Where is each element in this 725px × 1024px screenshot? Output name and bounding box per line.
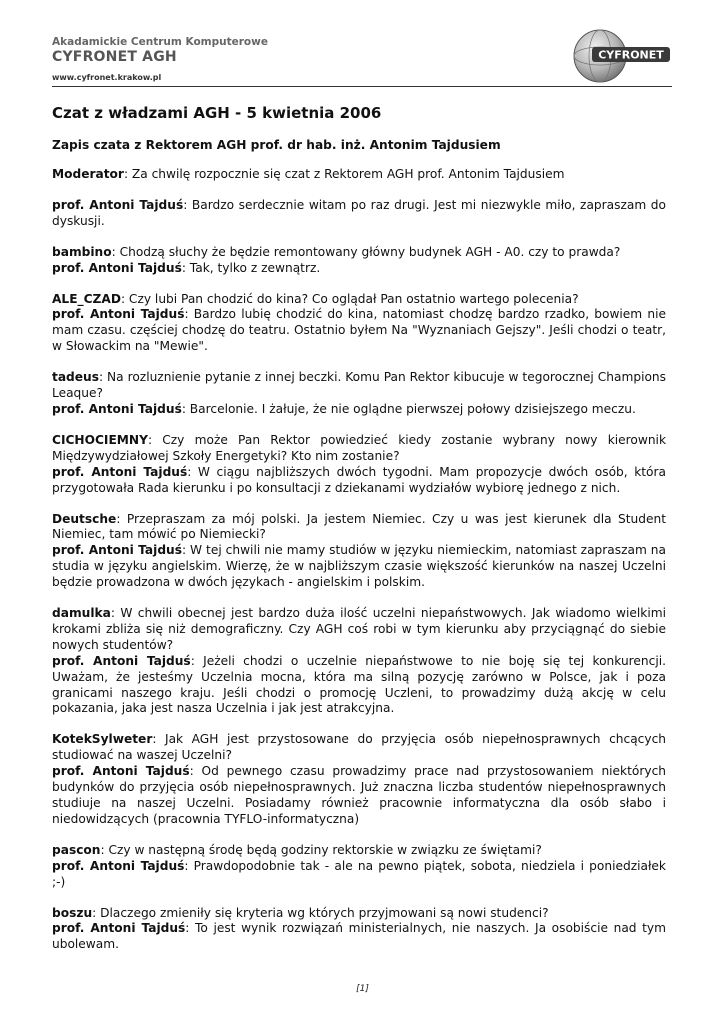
- chat-line: [52, 512, 666, 544]
- chat-line: [52, 245, 666, 261]
- speaker-name: ALE_CZAD: [52, 291, 121, 306]
- message-text: : Czy może Pan Rektor powiedzieć kiedy zostanie wybrany nowy kierownik Międzywydziałowej Szkoły Energetyki? Kto nim zostanie?: [52, 432, 666, 463]
- chat-line: [52, 261, 666, 277]
- message-text: : Czy lubi Pan chodzić do kina? Co oglądał Pan ostatnio wartego polecenia?: [120, 291, 579, 306]
- chat-exchange: [52, 167, 666, 183]
- chat-exchange: [52, 906, 666, 954]
- message-text: : Prawdopodobnie tak - ale na pewno piątek, sobota, niedziela i poniedziałek ;-): [52, 858, 666, 889]
- message-text: : Na rozluznienie pytanie z innej beczki. Komu Pan Rektor kibucuje w tegorocznej Champions Leaque?: [52, 370, 666, 401]
- speaker-name: prof. Antoni Tajduś: [52, 464, 188, 479]
- chat-line: [52, 921, 666, 953]
- speaker-name: damulka: [52, 606, 111, 621]
- message-text: : W ciągu najbliższych dwóch tygodni. Mam propozycje dwóch osób, która przygotowała Rada kierunku i po konsultacji z dziekanami wydziałów wybiorę jednego z nich.: [52, 464, 666, 495]
- chat-line: [52, 764, 666, 828]
- message-text: : Barcelonie. I żałuje, że nie oglądne pierwszej połowy dzisiejszego meczu.: [181, 401, 636, 416]
- message-text: : Przepraszam za mój polski. Ja jestem Niemiec. Czy u was jest kierunek dla Student Niemiec, tam mówić po Niemiecki?: [52, 511, 666, 542]
- chat-exchange: [52, 292, 666, 356]
- chat-line: [52, 906, 666, 922]
- org-name-line1: Akadamickie Centrum Komputerowe: [52, 36, 268, 48]
- page-title: Czat z władzami AGH - 5 kwietnia 2006: [52, 104, 382, 122]
- message-text: : Tak, tylko z zewnątrz.: [181, 260, 321, 275]
- speaker-name: pascon: [52, 842, 101, 857]
- message-text: : To jest wynik rozwiązań ministerialnych, nie naszych. Ja osobiście nad tym ubolewam.: [52, 921, 666, 952]
- chat-line: [52, 198, 666, 230]
- chat-exchange: [52, 512, 666, 592]
- chat-exchange: [52, 245, 666, 277]
- page-number: [1]: [356, 984, 369, 994]
- chat-line: [52, 292, 666, 308]
- chat-line: [52, 370, 666, 402]
- speaker-name: tadeus: [52, 370, 99, 385]
- speaker-name: prof. Antoni Tajduś: [52, 401, 182, 416]
- chat-exchange: [52, 198, 666, 230]
- message-text: : Dlaczego zmieniły się kryteria wg których przyjmowani są nowi studenci?: [92, 905, 549, 920]
- speaker-name: prof. Antoni Tajduś: [52, 921, 186, 936]
- chat-line: [52, 402, 666, 418]
- speaker-name: CICHOCIEMNY: [52, 432, 148, 447]
- message-text: : Od pewnego czasu prowadzimy prace nad przystosowaniem niektórych budynków do przyjęcia osób niepełnosprawnych. Już znaczna liczba studentów niepełnosprawnych studiuje na naszej Uczelni. Posiadamy również pracownie informatyczna dla osób słabo i niedowidzących (pracownia TYFLO-informatyczna): [52, 764, 666, 826]
- chat-line: [52, 307, 666, 355]
- speaker-name: prof. Antoni Tajduś: [52, 307, 185, 322]
- chat-line: [52, 859, 666, 891]
- message-text: : W tej chwili nie mamy studiów w języku niemieckim, natomiast zapraszam na studia w języku angielskim. Wierzę, że w najbliższym czasie większość kierunków na naszej Uczelni będzie prowadzona w dwóch językach - angielskim i polskim.: [52, 543, 666, 590]
- chat-line: [52, 167, 666, 183]
- speaker-name: Deutsche: [52, 511, 117, 526]
- chat-line: [52, 606, 666, 654]
- chat-exchange: [52, 433, 666, 497]
- chat-exchange: [52, 606, 666, 717]
- message-text: : W chwili obecnej jest bardzo duża ilość uczelni niepaństwowych. Jak wiadomo wielkimi krokami zbliża się niż demograficzny. Czy AGH coś robi w tym kierunku aby przyciągnąć do siebie nowych studentów?: [52, 606, 666, 652]
- chat-line: [52, 843, 666, 859]
- speaker-name: prof. Antoni Tajduś: [52, 197, 184, 212]
- message-text: : Jak AGH jest przystosowane do przyjęcia osób niepełnosprawnych chcących studiować na waszej Uczelni?: [52, 732, 666, 763]
- page-header: [52, 34, 672, 86]
- speaker-name: bambino: [52, 244, 112, 259]
- page-subtitle: Zapis czata z Rektorem AGH prof. dr hab. inż. Antonim Tajdusiem: [52, 138, 501, 152]
- chat-exchange: [52, 843, 666, 891]
- logo-wordmark: CYFRONET: [598, 48, 664, 62]
- message-text: : Chodzą słuchy że będzie remontowany główny budynek AGH - A0. czy to prawda?: [111, 244, 621, 259]
- chat-line: [52, 732, 666, 764]
- speaker-name: prof. Antoni Tajduś: [52, 260, 182, 275]
- cyfronet-logo: [566, 28, 672, 84]
- message-text: : Czy w następną środę będą godziny rektorskie w związku ze świętami?: [100, 842, 542, 857]
- chat-line: [52, 654, 666, 718]
- speaker-name: prof. Antoni Tajduś: [52, 653, 191, 668]
- speaker-name: KotekSylweter: [52, 732, 153, 747]
- speaker-name: prof. Antoni Tajduś: [52, 764, 190, 779]
- chat-exchange: [52, 370, 666, 418]
- message-text: : Jeżeli chodzi o uczelnie niepaństwowe to nie boję się tej konkurencji. Uważam, że jesteśmy Uczelnia mocna, która ma silną pozycję zarówno w Polsce, jak i poza granicami naszego kraju. Jeśli chodzi o promocję Uczleni, to prowadzimy dużą akcję w celu pokazania, jaka jest nasza Uczelnia i jak jest atrakcyjna.: [52, 653, 666, 716]
- chat-line: [52, 543, 666, 591]
- message-text: : Bardzo serdecznie witam po raz drugi. Jest mi niezwykle miło, zapraszam do dyskusji.: [52, 197, 666, 228]
- speaker-name: prof. Antoni Tajduś: [52, 858, 185, 873]
- org-url: www.cyfronet.krakow.pl: [52, 73, 162, 82]
- message-text: : Bardzo lubię chodzić do kina, natomiast chodzę bardzo rzadko, bowiem nie mam czasu. częściej chodzę do teatru. Ostatnio byłem Na "Wyznaniach Gejszy". Jeśli chodzi o teatr, w Słowackim na "Mewie".: [52, 307, 666, 354]
- message-text: : Za chwilę rozpocznie się czat z Rektorem AGH prof. Antonim Tajdusiem: [123, 167, 565, 181]
- chat-exchange: [52, 732, 666, 827]
- document-body: [52, 103, 666, 968]
- org-name-line2: CYFRONET AGH: [52, 49, 177, 65]
- header-divider: [52, 86, 672, 87]
- chat-transcript: [52, 167, 666, 953]
- speaker-name: boszu: [52, 905, 93, 920]
- speaker-name: Moderator: [52, 167, 124, 181]
- chat-line: [52, 433, 666, 465]
- speaker-name: prof. Antoni Tajduś: [52, 543, 182, 558]
- chat-line: [52, 465, 666, 497]
